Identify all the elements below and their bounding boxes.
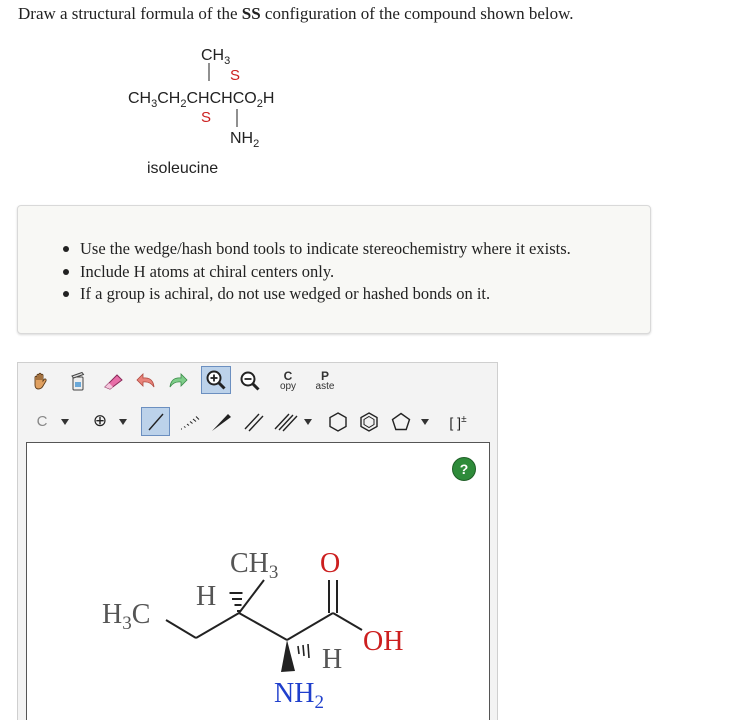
- atom-select-label: C: [36, 412, 48, 430]
- bond-c2-c1: [287, 613, 333, 640]
- question-pre: Draw a structural formula of the: [18, 4, 242, 23]
- paste-big-label: P: [320, 369, 329, 383]
- hash-bond-c3-h: [230, 593, 243, 611]
- instruction-item: If a group is achiral, do not use wedged or hashed bonds on it.: [80, 283, 571, 306]
- atom-o: O: [320, 548, 341, 579]
- atom-oh: OH: [363, 626, 404, 657]
- formula-stereo-bottom: S: [201, 109, 212, 126]
- copy-small-label: opy: [279, 381, 297, 392]
- bond-c1-oh: [333, 613, 362, 630]
- bracket-label: [ ]±: [449, 413, 467, 431]
- instruction-item: Include H atoms at chiral centers only.: [80, 261, 571, 284]
- question-post: configuration of the compound shown below.: [260, 4, 574, 23]
- formula-ch3-top: $CH_3$: [201, 47, 231, 67]
- hash-bond-c2-h: [298, 644, 309, 658]
- bond-ch3-ch2: [166, 620, 196, 638]
- formula-main-chain: $CH_3CH_2CHCHCO_2H$: [128, 90, 275, 110]
- help-label: ?: [459, 461, 469, 477]
- atom-ch3: $CH_3$: [230, 548, 279, 583]
- bond-ch2-c3: [196, 613, 239, 638]
- instruction-item: Use the wedge/hash bond tools to indicate stereochemistry where it exists.: [80, 238, 571, 261]
- atom-nh2: $NH_2$: [274, 678, 324, 713]
- bond-c3-c2: [239, 613, 287, 640]
- question-bold: SS: [241, 4, 261, 23]
- atom-h-bottom: H: [322, 644, 343, 675]
- formula-stereo-top: S: [230, 67, 241, 84]
- atom-h3c: $H_3C$: [102, 599, 151, 634]
- paste-small-label: aste: [315, 381, 335, 392]
- atom-h-top: H: [196, 581, 217, 612]
- compound-name: isoleucine: [147, 160, 219, 177]
- formula-nh2: $NH_2$: [230, 130, 260, 150]
- copy-big-label: C: [283, 369, 293, 383]
- wedge-bond-c2-nh2: [281, 640, 295, 672]
- charge-plus-icon: ⊕: [92, 411, 108, 431]
- bond-c3-ch3: [239, 580, 264, 613]
